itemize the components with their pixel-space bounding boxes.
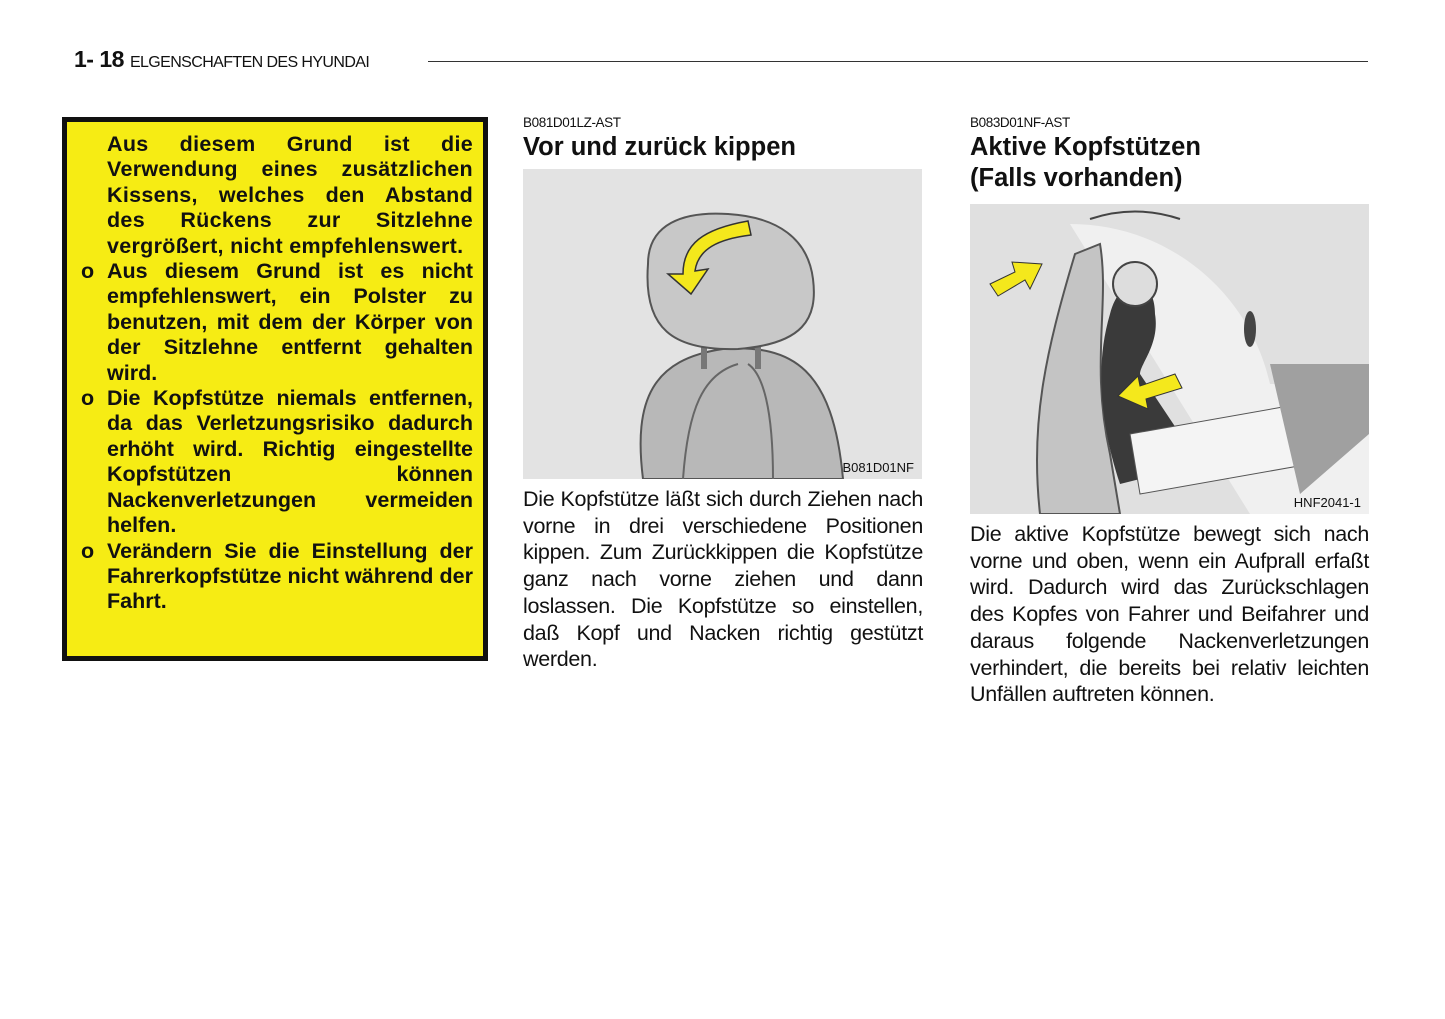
warning-item bbox=[77, 132, 473, 259]
section-active-headrest bbox=[970, 115, 1369, 708]
figure-caption: HNF2041-1 bbox=[1293, 495, 1361, 510]
bullet: o bbox=[81, 538, 95, 563]
section-body: Die Kopfstütze läßt sich durch Ziehen nach vorne in drei verschiedene Positionen kippen. Zum Zurückkippen die Kopfstütze ganz nach vorne ziehen und dann loslassen. Die Kopfstütze so einstellen, daß Kopf und Nacken richtig gestützt werden. bbox=[523, 487, 923, 672]
warning-box bbox=[62, 117, 488, 661]
warning-text: Aus diesem Grund ist die Verwendung eines zusätzlichen Kissens, welches den Abstand des Rückens zur Sitzlehne vergrößert, nicht empfehlenswert. bbox=[107, 132, 473, 258]
section-code: B083D01NF-AST bbox=[970, 115, 1070, 130]
warning-item bbox=[77, 259, 473, 386]
warning-text: Die Kopfstütze niemals entfernen, da das Verletzungsrisiko dadurch erhöht wird. Richtig eingestellte Kopfstützen können Nackenverletzungen vermeiden helfen. bbox=[107, 386, 473, 538]
warning-item bbox=[77, 539, 473, 615]
page-header bbox=[74, 46, 369, 73]
header-rule bbox=[428, 61, 1368, 62]
figure-caption: B081D01NF bbox=[842, 460, 914, 475]
section-tilt bbox=[523, 115, 923, 673]
section-heading: Vor und zurück kippen bbox=[523, 133, 796, 161]
bullet: o bbox=[81, 259, 95, 284]
heading-line: (Falls vorhanden) bbox=[970, 164, 1183, 192]
page-number: 1- 18 bbox=[74, 46, 124, 72]
section-body: Die aktive Kopfstütze bewegt sich nach vorne und oben, wenn ein Aufprall erfaßt wird. Dadurch wird das Zurückschlagen des Kopfes von Fahrer und Beifahrer und daraus folgende Nackenverletzungen verhindert, die bereits bei relativ leichten Unfällen auftreten können. bbox=[970, 522, 1369, 707]
heading-line: Aktive Kopfstützen bbox=[970, 133, 1201, 161]
headrest-tilt-illustration bbox=[523, 169, 922, 479]
section-code: B081D01LZ-AST bbox=[523, 115, 621, 130]
warning-text: Aus diesem Grund ist es nicht empfehlenswert, ein Polster zu benutzen, mit dem der Körper von der Sitzlehne entfernt gehalten wird. bbox=[107, 259, 473, 385]
bullet: o bbox=[81, 386, 95, 411]
active-headrest-illustration bbox=[970, 204, 1369, 514]
section-heading bbox=[970, 132, 1369, 194]
warning-text: Verändern Sie die Einstellung der Fahrerkopfstütze nicht während der Fahrt. bbox=[107, 538, 473, 614]
chapter-title: ELGENSCHAFTEN DES HYUNDAI bbox=[129, 54, 370, 71]
warning-item bbox=[77, 386, 473, 538]
